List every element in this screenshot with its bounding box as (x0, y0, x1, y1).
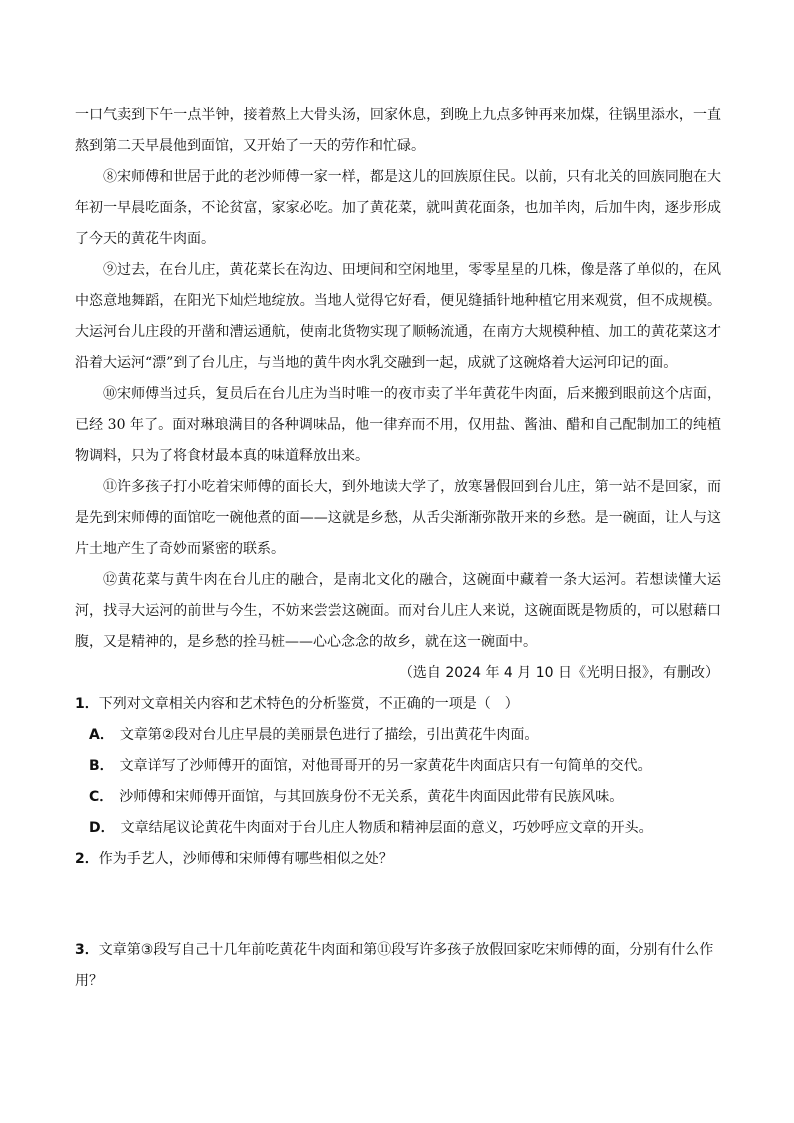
question-3 (75, 935, 721, 997)
option-d-letter: D． (89, 820, 115, 836)
option-c-letter: C． (89, 789, 114, 805)
article-paragraph-11: ⑪许多孩子打小吃着宋师傅的面长大，到外地读大学了，放寒暑假回到台儿庄，第一站不是回家，而是先到宋师傅的面馆吃一碗他煮的面——这就是乡愁，从舌尖渐渐弥散开来的乡愁。是一碗面，让人与这片土地产生了奇妙而紧密的联系。 (75, 479, 721, 557)
question-2 (75, 844, 721, 935)
question-2-answer-space[interactable] (75, 875, 721, 935)
option-d-text: 文章结尾议论黄花牛肉面对于台儿庄人物质和精神层面的意义，巧妙呼应文章的开头。 (120, 820, 653, 836)
question-1 (75, 689, 721, 844)
article-paragraph-10: ⑩宋师傅当过兵，复员后在台儿庄为当时唯一的夜市卖了半年黄花牛肉面，后来搬到眼前这个店面，已经 30 年了。面对琳琅满目的各种调味品，他一律弃而不用，仅用盐、酱油、醋和自己配制加工的纯植物调料，只为了将食材最本真的味道释放出来。 (75, 386, 721, 464)
option-b[interactable] (75, 751, 721, 782)
article-paragraph-8: ⑧宋师傅和世居于此的老沙师傅一家一样，都是这儿的回族原住民。以前，只有北关的回族同胞在大年初一早晨吃面条，不论贫富，家家必吃。加了黄花菜，就叫黄花面条，也加羊肉，后加牛肉，逐步形成了今天的黄花牛肉面。 (75, 169, 721, 247)
option-c[interactable] (75, 782, 721, 813)
question-1-stem: 下列对文章相关内容和艺术特色的分析鉴赏，不正确的一项是（ ） (98, 696, 519, 712)
question-2-number: 2． (75, 851, 99, 867)
article-source: （选自 2024 年 4 月 10 日《光明日报》，有删改） (398, 665, 719, 681)
question-3-stem: 文章第③段写自己十几年前吃黄花牛肉面和第⑪段写许多孩子放假回家吃宋师傅的面，分别有什么作用？ (75, 942, 714, 989)
question-3-number: 3． (75, 942, 99, 958)
page-content (75, 100, 721, 997)
option-a-text: 文章第②段对台儿庄早晨的美丽景色进行了描绘，引出黄花牛肉面。 (119, 727, 539, 743)
article-paragraph-9: ⑨过去，在台儿庄，黄花菜长在沟边、田埂间和空闲地里，零零星星的几株，像是落了单似的，在风中恣意地舞蹈，在阳光下灿烂地绽放。当地人觉得它好看，便见缝插针地种植它用来观赏，但不成规模。大运河台儿庄段的开凿和漕运通航，使南北货物实现了顺畅流通，在南方大规模种植、加工的黄花菜这才沿着大运河“漂”到了台儿庄，与当地的黄牛肉水乳交融到一起，成就了这碗烙着大运河印记的面。 (75, 262, 721, 371)
option-b-letter: B． (89, 758, 114, 774)
question-2-stem: 作为手艺人，沙师傅和宋师傅有哪些相似之处？ (98, 851, 393, 867)
article-paragraph-12: ⑫黄花菜与黄牛肉在台儿庄的融合，是南北文化的融合，这碗面中藏着一条大运河。若想读懂大运河，找寻大运河的前世与今生，不妨来尝尝这碗面。而对台儿庄人来说，这碗面既是物质的，可以慰藉口腹，又是精神的，是乡愁的拴马桩——心心念念的故乡，就在这一碗面中。 (75, 572, 721, 650)
article-paragraph-continued: 一口气卖到下午一点半钟，接着熬上大骨头汤，回家休息，到晚上九点多钟再来加煤，往锅里添水，一直熬到第二天早晨他到面馆，又开始了一天的劳作和忙碌。 (75, 107, 721, 154)
option-a-letter: A． (89, 727, 114, 743)
question-1-number: 1． (75, 696, 99, 712)
option-c-text: 沙师傅和宋师傅开面馆，与其回族身份不无关系，黄花牛肉面因此带有民族风味。 (119, 789, 624, 805)
option-d[interactable] (75, 813, 721, 844)
option-b-text: 文章详写了沙师傅开的面馆，对他哥哥开的另一家黄花牛肉面店只有一句简单的交代。 (119, 758, 652, 774)
option-a[interactable] (75, 720, 721, 751)
